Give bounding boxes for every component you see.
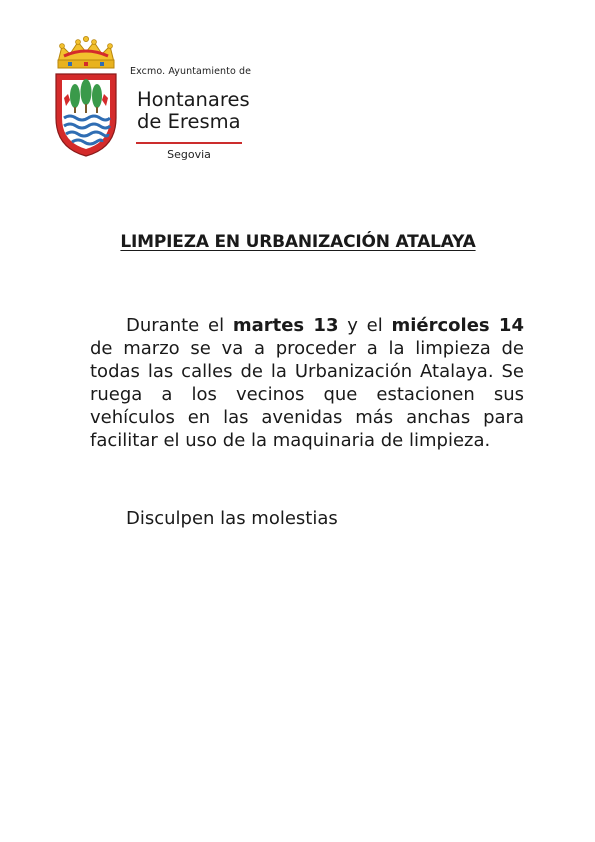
body-text-part2: y el: [338, 315, 392, 336]
organization-name-line2: de Eresma: [137, 110, 241, 133]
notice-title: LIMPIEZA EN URBANIZACIÓN ATALAYA: [120, 232, 476, 252]
organization-name: [137, 89, 260, 133]
body-text-part3: de marzo se va a proceder a la limpieza de todas las calles de la Urbanización Atalaya. Se ruega a los vecinos que estacionen sus vehículos en las avenidas más anchas para facilitar el uso de la maquinaria de limpieza.: [90, 338, 524, 451]
coat-of-arms-icon: [50, 36, 122, 160]
body-text-part1: Durante el: [126, 315, 233, 336]
organization-block: [130, 66, 260, 161]
organization-prefix: Excmo. Ayuntamiento de: [130, 66, 252, 77]
notice-body: [90, 314, 524, 452]
trees-icon: [70, 79, 102, 113]
body-day1: martes 13: [232, 315, 339, 336]
organization-name-line1: Hontanares: [137, 88, 250, 111]
crown-icon: [58, 36, 114, 68]
notice-closing: Disculpen las molestias: [126, 508, 338, 529]
header-divider: [136, 142, 242, 144]
province-label: Segovia: [167, 147, 211, 161]
body-day2: miércoles 14: [391, 315, 524, 336]
